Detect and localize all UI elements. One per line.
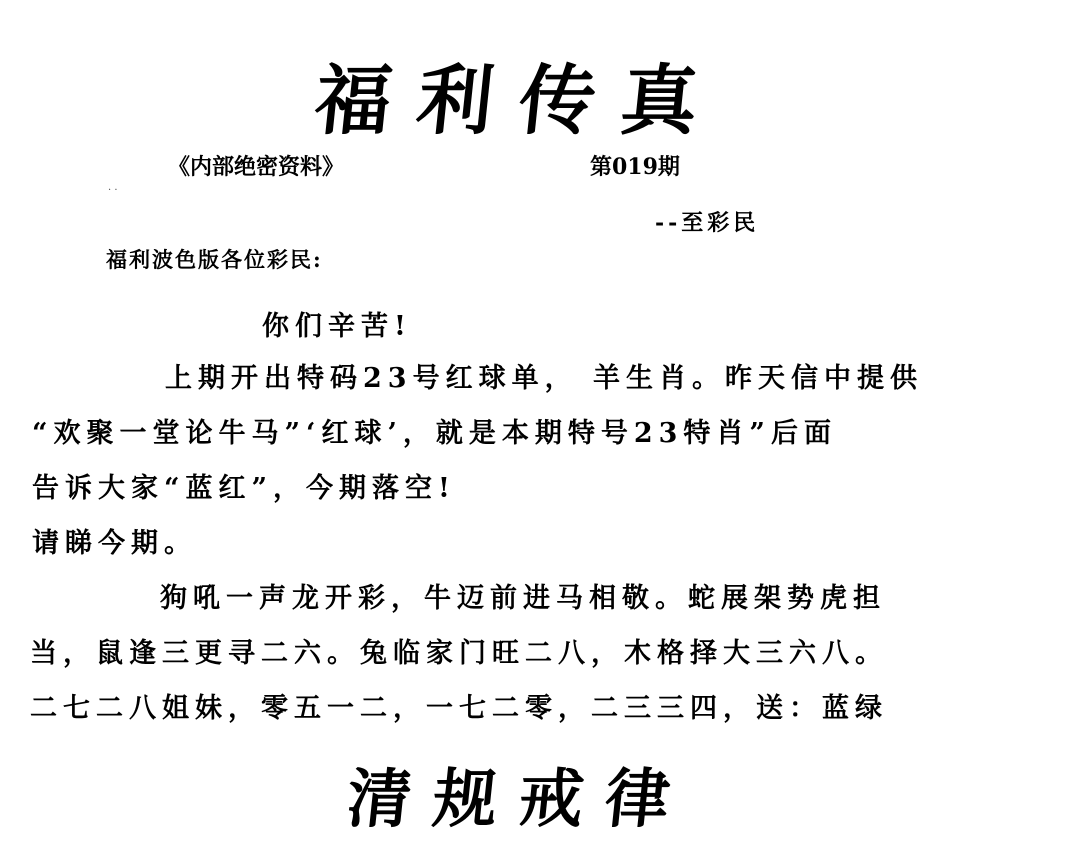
closing-slogan: 清规戒律 xyxy=(343,762,696,837)
paragraph2-line: 二七二八姐妹，零五一二，一七二零，二三三四，送：蓝绿 xyxy=(30,693,888,724)
sender-line: --至彩民 xyxy=(655,210,760,236)
paragraph2-line: 狗吼一声龙开彩，牛迈前进马相敬。蛇展架势虎担 xyxy=(160,583,886,614)
paragraph1-line: 告诉大家“蓝红”，今期落空! xyxy=(32,473,456,504)
addressee-line: 福利波色版各位彩民: xyxy=(106,247,323,272)
paragraph1-line: 上期开出特码23号红球单， 羊生肖。昨天信中提供 xyxy=(165,363,923,394)
paragraph2-line: 当，鼠逢三更寻二六。兔临家门旺二八，木格择大三六八。 xyxy=(30,638,888,669)
paragraph1-line: 请睇今期。 xyxy=(32,528,197,559)
scan-speck: · · xyxy=(108,185,118,196)
document-title: 福利传真 xyxy=(310,56,729,145)
greeting-line: 你们辛苦! xyxy=(262,311,412,342)
document-classification: 《内部绝密资料》 xyxy=(168,154,345,180)
paragraph1-line: “欢聚一堂论牛马”‘红球’，就是本期特号23特肖”后面 xyxy=(32,418,837,449)
issue-number: 第019期 xyxy=(590,154,680,180)
